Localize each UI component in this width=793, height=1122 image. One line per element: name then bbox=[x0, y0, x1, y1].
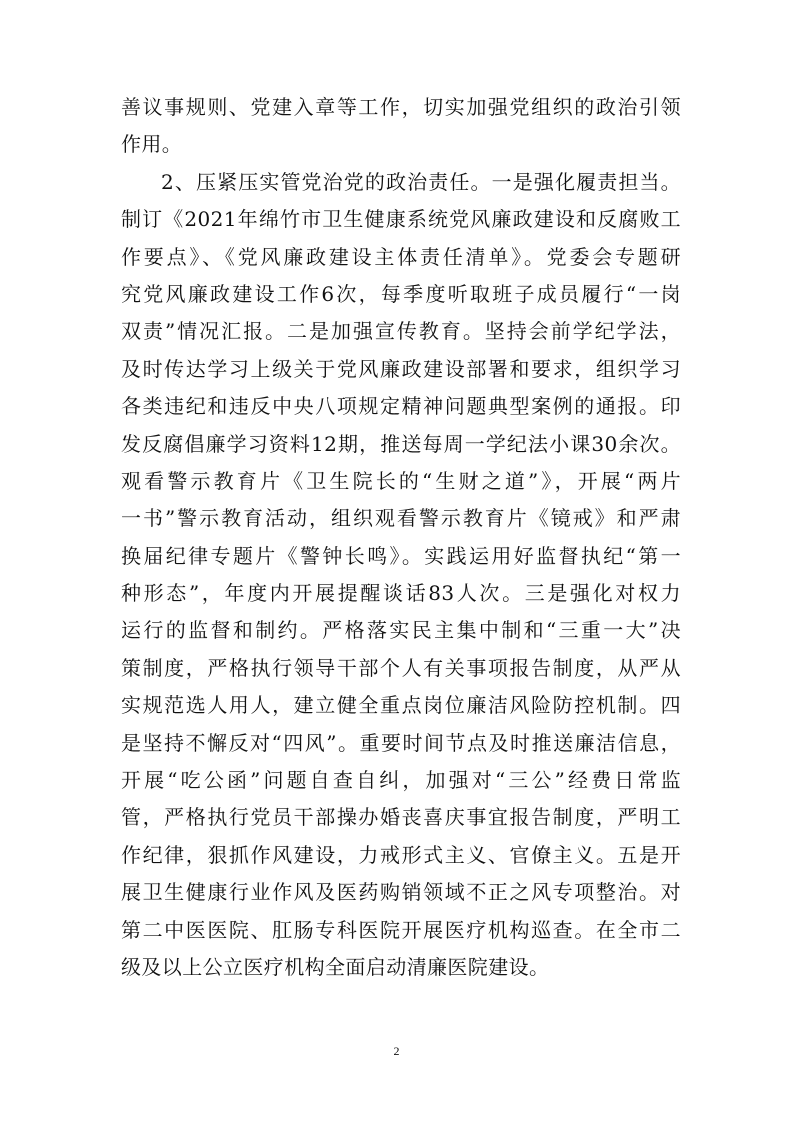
text-line: 运行的监督和制约。严格落实民主集中制和“三重一大”决 bbox=[121, 618, 681, 643]
section-heading-line: 2、压紧压实管党治党的政治责任。一是强化履责担当。 bbox=[161, 169, 681, 194]
text-line: 是坚持不懈反对“四风”。重要时间节点及时推送廉洁信息， bbox=[121, 730, 681, 755]
text-line: 第二中医医院、肛肠专科医院开展医疗机构巡查。在全市二 bbox=[121, 917, 681, 942]
text-line: 作纪律，狠抓作风建设，力戒形式主义、官僚主义。五是开 bbox=[121, 842, 681, 867]
text-line: 作用。 bbox=[121, 132, 183, 157]
text-line: 种形态”，年度内开展提醒谈话83人次。三是强化对权力 bbox=[121, 581, 681, 606]
page-number: 2 bbox=[393, 1044, 400, 1058]
text-line: 各类违纪和违反中央八项规定精神问题典型案例的通报。印 bbox=[121, 394, 681, 419]
text-line: 级及以上公立医疗机构全面启动清廉医院建设。 bbox=[121, 954, 550, 979]
text-line: 展卫生健康行业作风及医药购销领域不正之风专项整治。对 bbox=[121, 880, 681, 905]
text-line: 观看警示教育片《卫生院长的“生财之道”》，开展“两片 bbox=[121, 468, 681, 493]
text-line: 一书”警示教育活动，组织观看警示教育片《镜戒》和严肃 bbox=[121, 506, 681, 531]
text-line: 发反腐倡廉学习资料12期，推送每周一学纪法小课30余次。 bbox=[121, 431, 681, 456]
text-line: 管，严格执行党员干部操办婚丧喜庆事宜报告制度，严明工 bbox=[121, 805, 681, 830]
text-line: 作要点》、《党风廉政建设主体责任清单》。党委会专题研 bbox=[121, 244, 681, 269]
text-line: 换届纪律专题片《警钟长鸣》。实践运用好监督执纪“第一 bbox=[121, 543, 681, 568]
text-line: 究党风廉政建设工作6次，每季度听取班子成员履行“一岗 bbox=[121, 281, 681, 306]
text-line: 开展“吃公函”问题自查自纠，加强对“三公”经费日常监 bbox=[121, 768, 681, 793]
body-text bbox=[121, 89, 681, 986]
text-line: 善议事规则、党建入章等工作，切实加强党组织的政治引领 bbox=[121, 95, 681, 119]
text-line: 制订《2021年绵竹市卫生健康系统党风廉政建设和反腐败工 bbox=[121, 207, 681, 232]
text-line: 及时传达学习上级关于党风廉政建设部署和要求，组织学习 bbox=[121, 356, 681, 381]
text-line: 双责”情况汇报。二是加强宣传教育。坚持会前学纪学法， bbox=[121, 319, 681, 344]
text-line: 策制度，严格执行领导干部个人有关事项报告制度，从严从 bbox=[121, 655, 681, 680]
text-line: 实规范选人用人，建立健全重点岗位廉洁风险防控机制。四 bbox=[121, 693, 681, 718]
